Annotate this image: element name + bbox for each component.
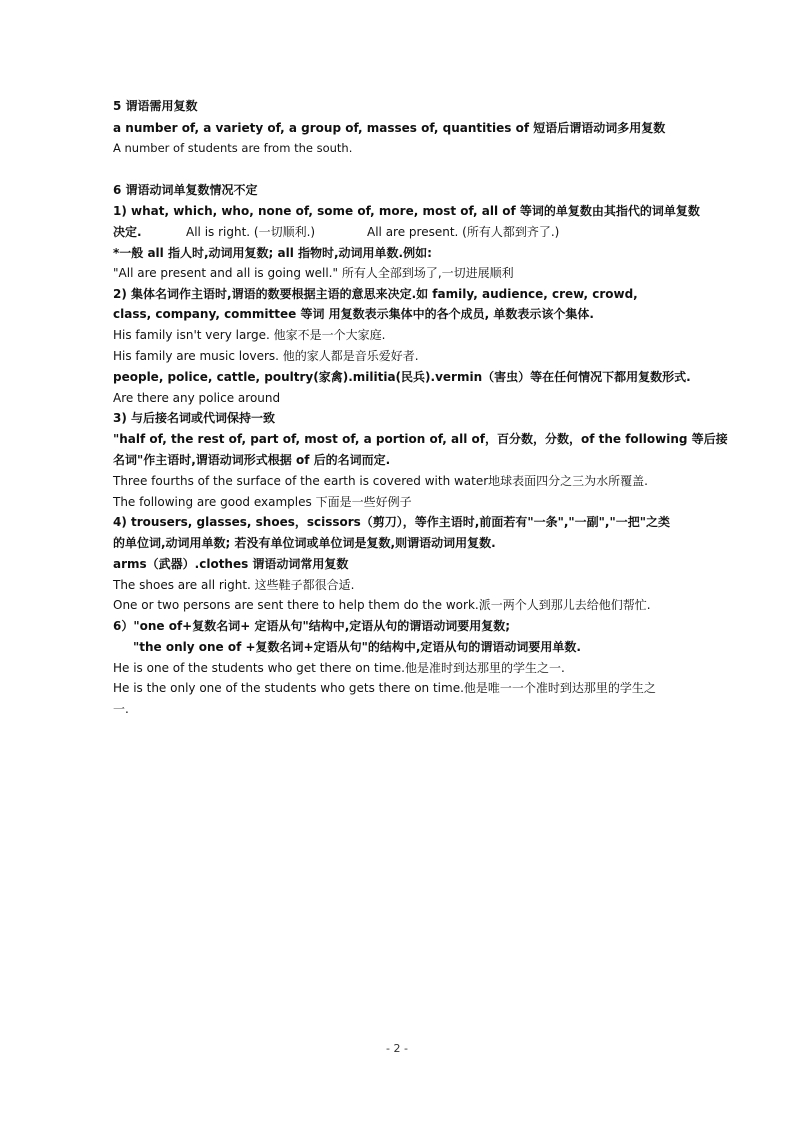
example-line: "All are present and all is going well." 所有人全部到场了,一切进展顺利 — [113, 266, 514, 280]
text-line: arms（武器）.clothes 谓语动词常用复数 — [113, 557, 349, 571]
example-line: All are present. (所有人都到齐了.) — [367, 225, 560, 239]
text-line: 决定. — [113, 225, 142, 239]
section-6-heading: 6 谓语动词单复数情况不定 — [113, 183, 258, 197]
example-line: A number of students are from the south. — [113, 141, 353, 155]
text-line: 1) what, which, who, none of, some of, more, most of, all of 等词的单复数由其指代的词单复数 — [113, 204, 700, 218]
example-line: The shoes are all right. 这些鞋子都很合适. — [113, 578, 355, 592]
text-line: 3) 与后接名词或代词保持一致 — [113, 411, 276, 425]
text-line: "half of, the rest of, part of, most of, a portion of, all of，百分数，分数，of the following 等后接 — [113, 432, 728, 446]
example-line: 一. — [113, 702, 129, 716]
text-line: "the only one of +复数名词+定语从句"的结构中,定语从句的谓语动词要用单数. — [133, 640, 581, 654]
text-line: class, company, committee 等词 用复数表示集体中的各个成员, 单数表示该个集体. — [113, 307, 594, 321]
example-line: The following are good examples 下面是一些好例子 — [113, 495, 412, 509]
text-line: 的单位词,动词用单数; 若没有单位词或单位词是复数,则谓语动词用复数. — [113, 536, 496, 550]
example-line: All is right. (一切顺利.) — [186, 225, 316, 239]
example-line: He is one of the students who get there on time.他是准时到达那里的学生之一. — [113, 661, 565, 675]
text-line: 4) trousers, glasses, shoes，scissors（剪刀），等作主语时,前面若有"一条","一副","一把"之类 — [113, 515, 670, 529]
text-line: a number of, a variety of, a group of, masses of, quantities of 短语后谓语动词多用复数 — [113, 121, 666, 135]
text-line: people, police, cattle, poultry(家禽).militia(民兵).vermin（害虫）等在任何情况下都用复数形式. — [113, 370, 691, 384]
text-line: *一般 all 指人时,动词用复数; all 指物时,动词用单数.例如: — [113, 246, 432, 260]
example-line: His family are music lovers. 他的家人都是音乐爱好者. — [113, 349, 419, 363]
page-number: - 2 - — [386, 1042, 408, 1055]
text-line: 6）"one of+复数名词+ 定语从句"结构中,定语从句的谓语动词要用复数; — [113, 619, 511, 633]
example-line: His family isn't very large. 他家不是一个大家庭. — [113, 328, 386, 342]
text-line: 2) 集体名词作主语时,谓语的数要根据主语的意思来决定.如 family, audience, crew, crowd, — [113, 287, 638, 301]
text-line: 名词"作主语时,谓语动词形式根据 of 后的名词而定. — [113, 453, 391, 467]
example-line: One or two persons are sent there to help them do the work.派一两个人到那儿去给他们帮忙. — [113, 598, 651, 612]
example-line: Three fourths of the surface of the earth is covered with water地球表面四分之三为水所覆盖. — [113, 474, 648, 488]
example-line: He is the only one of the students who gets there on time.他是唯一一个准时到达那里的学生之 — [113, 681, 656, 695]
example-line: Are there any police around — [113, 391, 281, 405]
section-5-heading: 5 谓语需用复数 — [113, 99, 198, 113]
